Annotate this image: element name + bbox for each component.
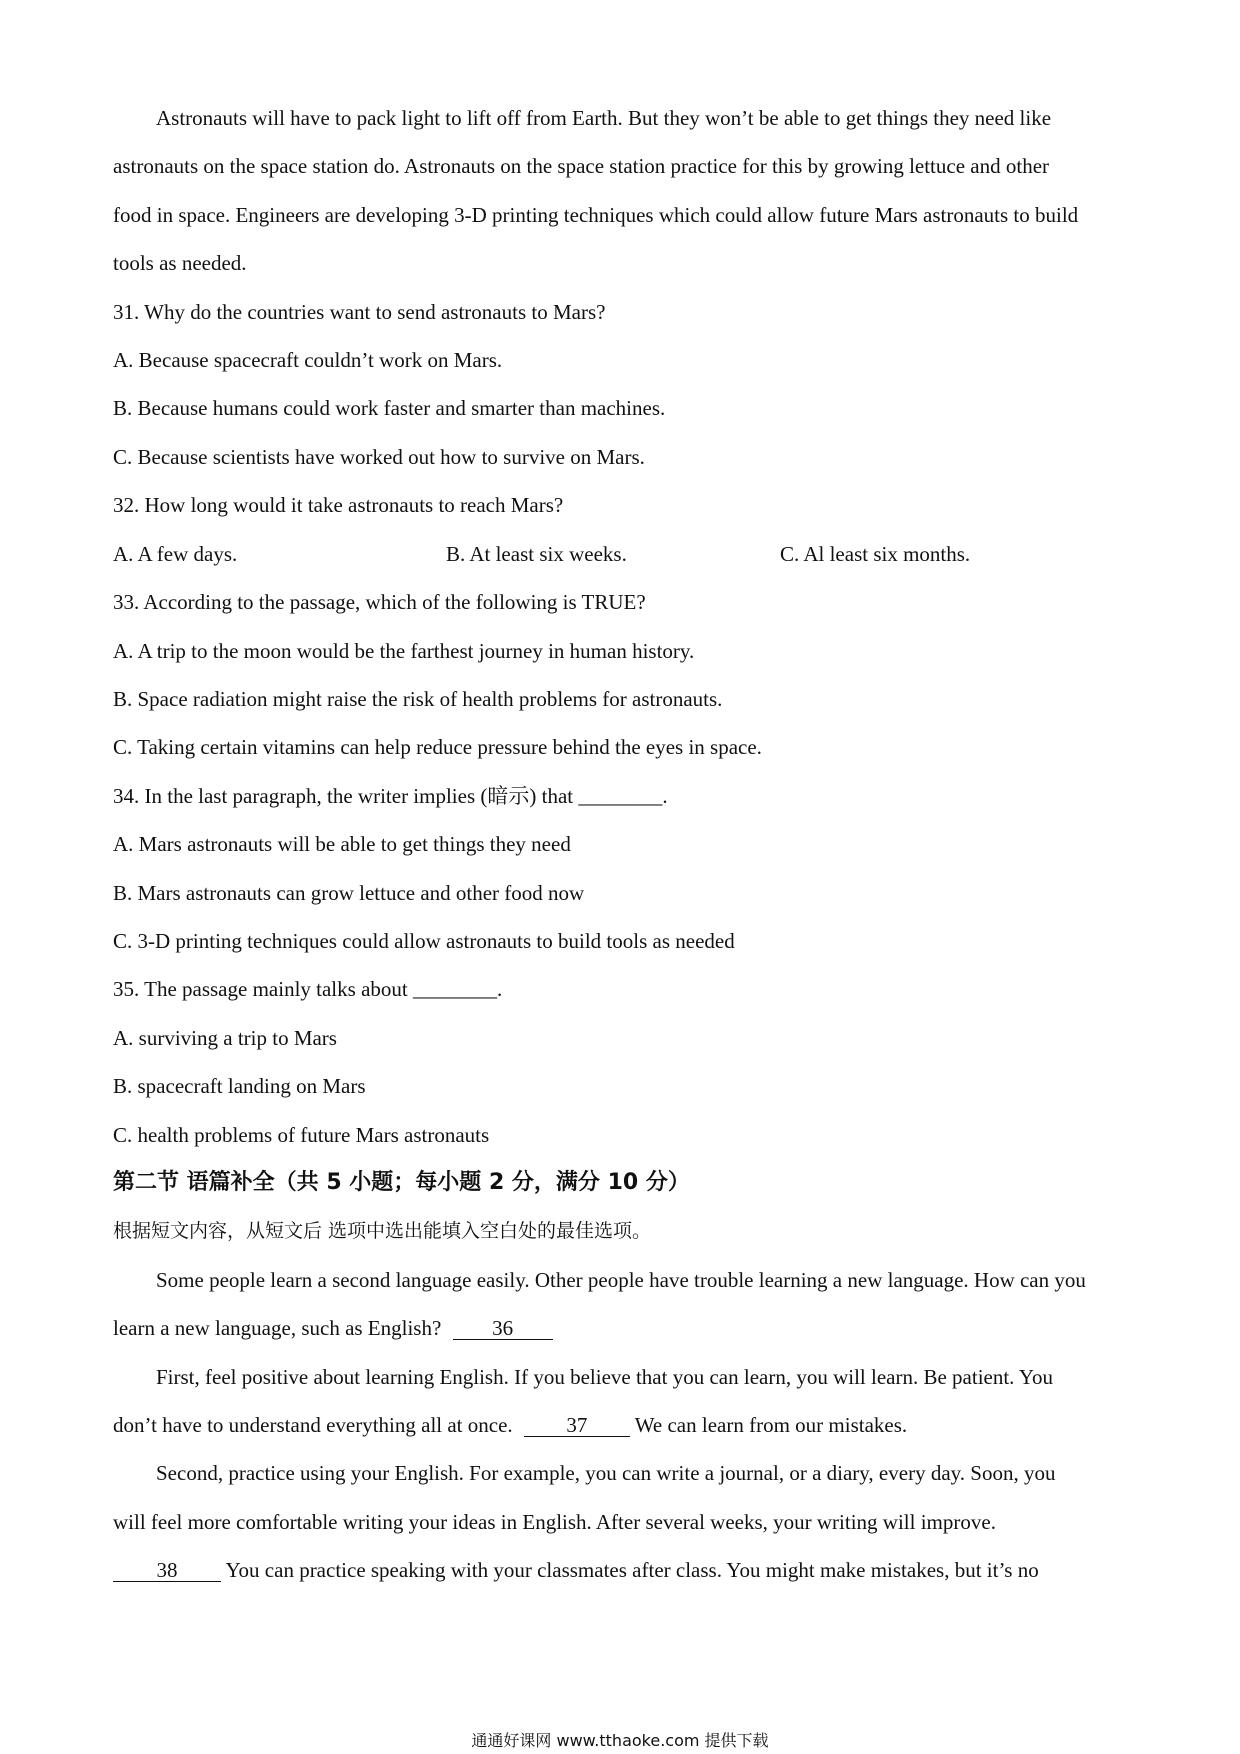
- passage-line-1: Astronauts will have to pack light to lift off from Earth. But they won’t be able to get things they need like: [156, 106, 1052, 130]
- question-32-stem: 32. How long would it take astronauts to reach Mars?: [113, 493, 564, 517]
- blank-36: 36: [453, 1317, 553, 1340]
- question-34-option-c: C. 3-D printing techniques could allow astronauts to build tools as needed: [113, 929, 735, 953]
- paragraph-2-line-2: [113, 1411, 907, 1439]
- question-34-option-a: A. Mars astronauts will be able to get things they need: [113, 832, 571, 856]
- paragraph-3-text-after: You can practice speaking with your classmates after class. You might make mistakes, but it’s no: [225, 1558, 1039, 1582]
- question-34-stem: 34. In the last paragraph, the writer implies (暗示) that ________.: [113, 784, 668, 808]
- question-31-option-a: A. Because spacecraft couldn’t work on Mars.: [113, 348, 503, 372]
- page-footer: 通通好课网 www.tthaoke.com 提供下载: [471, 1731, 769, 1750]
- paragraph-1-line-2: [113, 1314, 553, 1342]
- paragraph-3-line-3: [113, 1556, 1039, 1584]
- question-33-option-a: A. A trip to the moon would be the farthest journey in human history.: [113, 639, 695, 663]
- paragraph-3-line-1: Second, practice using your English. For example, you can write a journal, or a diary, every day. Soon, you: [156, 1461, 1056, 1485]
- question-31-stem: 31. Why do the countries want to send astronauts to Mars?: [113, 300, 606, 324]
- question-34-option-b: B. Mars astronauts can grow lettuce and other food now: [113, 881, 585, 905]
- question-32-option-c: C. Al least six months.: [780, 542, 971, 566]
- paragraph-1-line-1: Some people learn a second language easily. Other people have trouble learning a new language. How can you: [156, 1268, 1086, 1292]
- question-31-option-b: B. Because humans could work faster and smarter than machines.: [113, 396, 666, 420]
- passage-line-3: food in space. Engineers are developing 3-D printing techniques which could allow future Mars astronauts to build: [113, 203, 1079, 227]
- section-instruction: 根据短文内容，从短文后 选项中选出能填入空白处的最佳选项。: [113, 1220, 652, 1242]
- passage-line-4: tools as needed.: [113, 251, 247, 275]
- section-heading: 第二节 语篇补全（共 5 小题；每小题 2 分，满分 10 分）: [113, 1170, 690, 1195]
- question-33-stem: 33. According to the passage, which of the following is TRUE?: [113, 590, 646, 614]
- paragraph-2-text-after: We can learn from our mistakes.: [634, 1413, 908, 1437]
- blank-37: 37: [524, 1414, 630, 1437]
- paragraph-2-line-1: First, feel positive about learning English. If you believe that you can learn, you will learn. Be patient. You: [156, 1365, 1053, 1389]
- question-32-option-a: A. A few days.: [113, 542, 238, 566]
- question-32-options: [113, 540, 1013, 568]
- question-35-option-b: B. spacecraft landing on Mars: [113, 1074, 366, 1098]
- blank-38: 38: [113, 1559, 221, 1582]
- question-31-option-c: C. Because scientists have worked out how to survive on Mars.: [113, 445, 645, 469]
- paragraph-1-text: learn a new language, such as English?: [113, 1316, 442, 1340]
- question-35-stem: 35. The passage mainly talks about ________.: [113, 977, 503, 1001]
- question-32-option-b: B. At least six weeks.: [446, 542, 627, 566]
- question-33-option-b: B. Space radiation might raise the risk of health problems for astronauts.: [113, 687, 723, 711]
- paragraph-3-line-2: will feel more comfortable writing your ideas in English. After several weeks, your writing will improve.: [113, 1510, 996, 1534]
- question-35-option-c: C. health problems of future Mars astronauts: [113, 1123, 490, 1147]
- question-33-option-c: C. Taking certain vitamins can help reduce pressure behind the eyes in space.: [113, 735, 762, 759]
- paragraph-2-text-before: don’t have to understand everything all at once.: [113, 1413, 513, 1437]
- question-35-option-a: A. surviving a trip to Mars: [113, 1026, 337, 1050]
- passage-line-2: astronauts on the space station do. Astronauts on the space station practice for this by growing lettuce and other: [113, 154, 1050, 178]
